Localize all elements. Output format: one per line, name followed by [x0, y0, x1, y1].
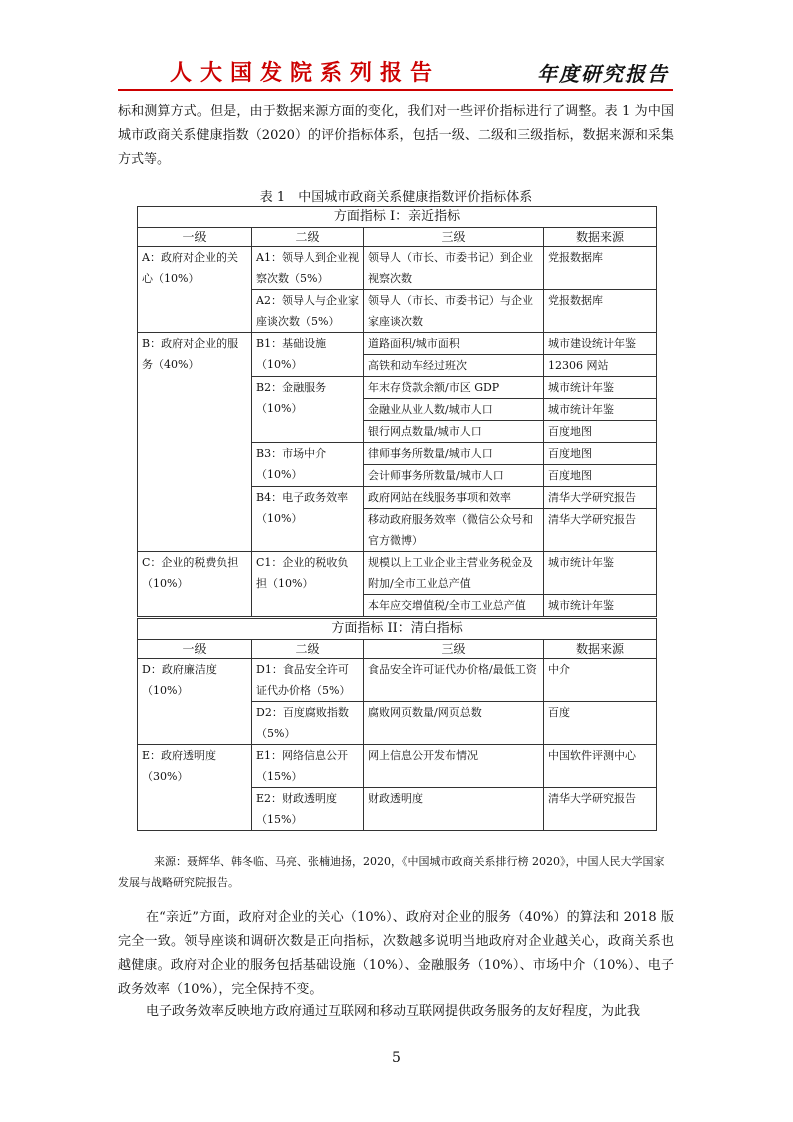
level3-cell: 财政透明度	[364, 788, 544, 831]
table-caption: 表 1 中国城市政商关系健康指数评价指标体系	[259, 190, 533, 205]
level3-cell: 腐败网页数量/网页总数	[364, 702, 544, 745]
level2-cell: B1：基础设施（10%）	[252, 333, 364, 377]
section2-title-row	[138, 618, 657, 640]
level1-cell: D：政府廉洁度（10%）	[138, 659, 252, 745]
source-cell: 中介	[544, 659, 657, 702]
source-cell: 清华大学研究报告	[544, 509, 657, 552]
level3-cell: 会计师事务所数量/城市人口	[364, 465, 544, 487]
level2-cell: A2：领导人与企业家座谈次数（5%）	[252, 290, 364, 333]
level2-cell: E1：网络信息公开（15%）	[252, 745, 364, 788]
table-row	[138, 247, 657, 290]
level3-cell: 金融业从业人数/城市人口	[364, 399, 544, 421]
table-row	[138, 552, 657, 595]
section2-title: 方面指标 II：清白指标	[138, 618, 657, 640]
header-source: 数据来源	[544, 640, 657, 659]
intro-paragraph: 标和测算方式。但是，由于数据来源方面的变化，我们对一些评价指标进行了调整。表 1 为中国城市政商关系健康指数（2020）的评价指标体系，包括一级、二级和三级指标，数据来源和采集方式等。	[118, 104, 674, 167]
level3-cell: 道路面积/城市面积	[364, 333, 544, 355]
level3-cell: 领导人（市长、市委书记）与企业家座谈次数	[364, 290, 544, 333]
source-cell: 12306 网站	[544, 355, 657, 377]
level3-cell: 本年应交增值税/全市工业总产值	[364, 595, 544, 618]
level2-cell: B2：金融服务（10%）	[252, 377, 364, 443]
header-level2: 二级	[252, 228, 364, 247]
table-source-note: 来源：聂辉华、韩冬临、马亮、张楠迪扬，2020，《中国城市政商关系排行榜 2020》，中国人民大学国家发展与战略研究院报告。	[118, 855, 665, 889]
level1-cell: E：政府透明度（30%）	[138, 745, 252, 831]
level3-cell: 政府网站在线服务事项和效率	[364, 487, 544, 509]
body-paragraph: 电子政务效率反映地方政府通过互联网和移动互联网提供政务服务的友好程度，为此我	[146, 1004, 641, 1019]
source-cell: 城市统计年鉴	[544, 399, 657, 421]
header-source: 数据来源	[544, 228, 657, 247]
header-level2: 二级	[252, 640, 364, 659]
body-paragraph: 在“亲近”方面，政府对企业的关心（10%）、政府对企业的服务（40%）的算法和 2018 版完全一致。领导座谈和调研次数是正向指标，次数越多说明当地政府对企业越关心，政商关系也越健康。政府对企业的服务包括基础设施（10%）、金融服务（10%）、市场中介（10%）、电子政务效率（10%），完全保持不变。	[118, 910, 674, 997]
level2-cell: B3：市场中介（10%）	[252, 443, 364, 487]
level3-cell: 规模以上工业企业主营业务税金及附加/全市工业总产值	[364, 552, 544, 595]
source-cell: 清华大学研究报告	[544, 487, 657, 509]
source-cell: 城市统计年鉴	[544, 595, 657, 618]
level3-cell: 高铁和动车经过班次	[364, 355, 544, 377]
source-cell: 城市统计年鉴	[544, 377, 657, 399]
source-cell: 党报数据库	[544, 290, 657, 333]
level2-cell: D1：食品安全许可证代办价格（5%）	[252, 659, 364, 702]
level3-cell: 移动政府服务效率（微信公众号和官方微博）	[364, 509, 544, 552]
source-cell: 百度地图	[544, 465, 657, 487]
header-level1: 一级	[138, 640, 252, 659]
report-series-title: 人大国发院系列报告	[170, 60, 441, 86]
header-rule	[118, 89, 673, 91]
level2-cell: D2：百度腐败指数（5%）	[252, 702, 364, 745]
header-level3: 三级	[364, 228, 544, 247]
level2-cell: B4：电子政务效率（10%）	[252, 487, 364, 552]
header-level3: 三级	[364, 640, 544, 659]
level3-cell: 律师事务所数量/城市人口	[364, 443, 544, 465]
source-cell: 百度地图	[544, 443, 657, 465]
level3-cell: 食品安全许可证代办价格/最低工资	[364, 659, 544, 702]
level2-cell: E2：财政透明度（15%）	[252, 788, 364, 831]
table-row	[138, 659, 657, 702]
source-cell: 中国软件评测中心	[544, 745, 657, 788]
source-cell: 百度	[544, 702, 657, 745]
section1-title: 方面指标 I：亲近指标	[138, 207, 657, 228]
header-row	[138, 228, 657, 247]
table-row	[138, 333, 657, 355]
page-number: 5	[392, 1050, 401, 1066]
running-header	[118, 56, 673, 86]
source-cell: 城市建设统计年鉴	[544, 333, 657, 355]
level3-cell: 年末存贷款余额/市区 GDP	[364, 377, 544, 399]
level2-cell: A1：领导人到企业视察次数（5%）	[252, 247, 364, 290]
source-cell: 党报数据库	[544, 247, 657, 290]
level3-cell: 银行网点数量/城市人口	[364, 421, 544, 443]
header-row	[138, 640, 657, 659]
source-cell: 百度地图	[544, 421, 657, 443]
level3-cell: 领导人（市长、市委书记）到企业视察次数	[364, 247, 544, 290]
annual-report-label: 年度研究报告	[537, 62, 669, 86]
table-row	[138, 745, 657, 788]
level1-cell: C：企业的税费负担（10%）	[138, 552, 252, 618]
level3-cell: 网上信息公开发布情况	[364, 745, 544, 788]
level1-cell: B：政府对企业的服务（40%）	[138, 333, 252, 552]
source-cell: 清华大学研究报告	[544, 788, 657, 831]
header-level1: 一级	[138, 228, 252, 247]
level2-cell: C1：企业的税收负担（10%）	[252, 552, 364, 618]
source-cell: 城市统计年鉴	[544, 552, 657, 595]
section1-title-row	[138, 207, 657, 228]
level1-cell: A：政府对企业的关心（10%）	[138, 247, 252, 333]
index-table	[137, 206, 657, 831]
